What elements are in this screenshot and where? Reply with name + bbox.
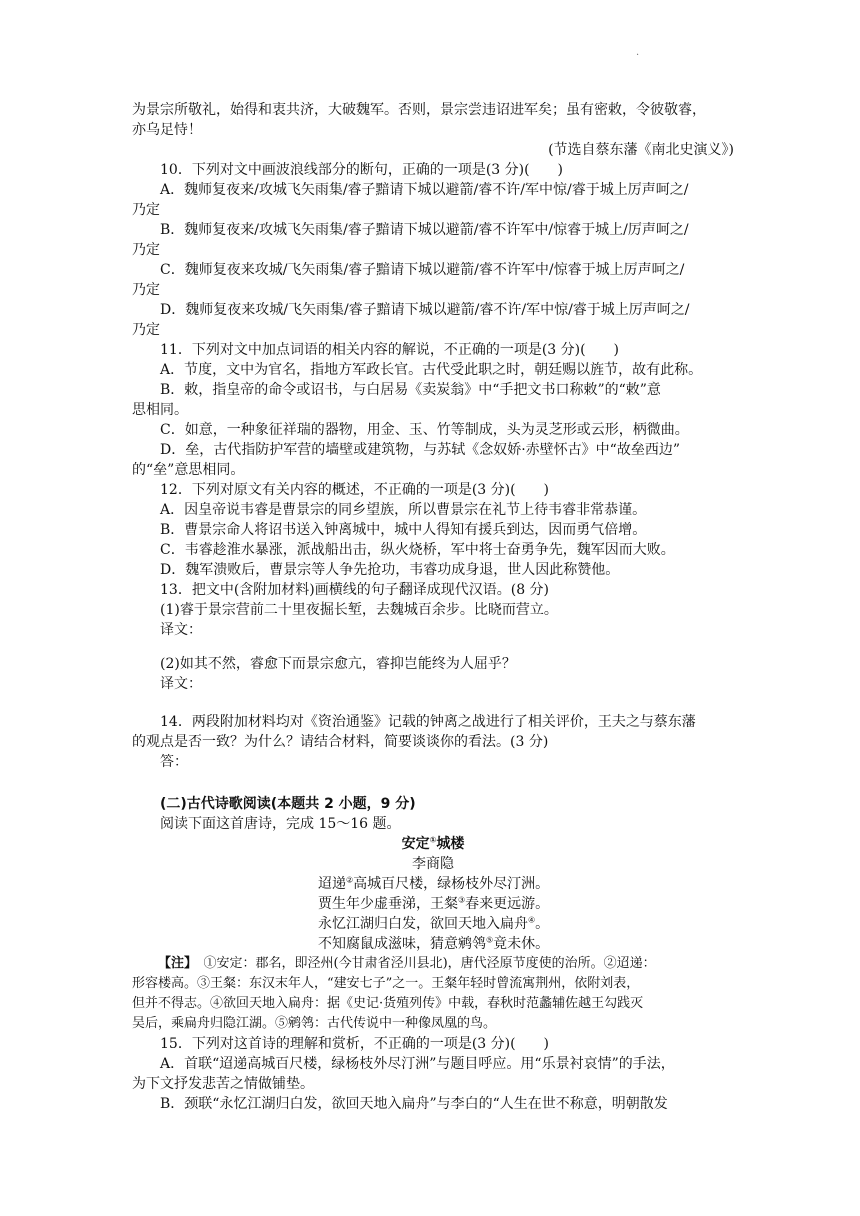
poem-notes-line: 形容楼高。③王粲：东汉末年人，“建安七子”之一。王粲年轻时曾流寓荆州，依附刘表， [132, 976, 640, 991]
translation-label-1: 译文： [160, 622, 202, 638]
question-15-option-b: B．颈联“永忆江湖归白发，欲回天地入扁舟”与李白的“人生在世不称意，明朝散发 [160, 1096, 668, 1112]
question-13-sentence-2: (2)如其不然，睿愈下而景宗愈亢，睿抑岂能终为人屈乎？ [160, 656, 516, 672]
question-11-option-c: C．如意，一种象征祥瑞的器物，用金、玉、竹等制成，头为灵芝形或云形，柄微曲。 [160, 422, 689, 438]
section-intro: 阅读下面这首唐诗，完成 15～16 题。 [160, 816, 401, 832]
footnote-mark: ③ [458, 895, 466, 905]
question-11-option-b-cont: 思相同。 [132, 402, 188, 418]
poem-title: 安定①城楼 [401, 835, 465, 852]
question-10-option-c-cont: 乃定 [132, 282, 160, 298]
notes-label: 【注】 [158, 956, 191, 971]
question-12-option-a: A．因皇帝说韦睿是曹景宗的同乡望族，所以曹景宗在礼节上待韦睿非常恭谨。 [160, 502, 647, 518]
question-15-stem: 15．下列对这首诗的理解和赏析，不正确的一项是(3 分)( ) [160, 1036, 550, 1052]
poem-line: 贾生年少虚垂涕，王粲③春来更远游。 [318, 895, 550, 912]
footnote-mark: ⑤ [486, 935, 494, 945]
question-14-stem-cont: 的观点是否一致？为什么？请结合材料，简要谈谈你的看法。(3 分) [132, 734, 549, 750]
question-12-option-c: C．韦睿趁淮水暴涨，派战船出击，纵火烧桥，军中将士奋勇争先，魏军因而大败。 [160, 542, 675, 558]
question-12-stem: 12．下列对原文有关内容的概述，不正确的一项是(3 分)( ) [160, 482, 550, 498]
question-12-option-d: D．魏军溃败后，曹景宗等人争先抢功，韦睿功成身退，世人因此称赞他。 [160, 562, 620, 578]
question-10-option-c: C．魏师复夜来攻城/飞矢雨集/睿子黯请下城以避箭/睿不许军中/惊睿于城上厉声呵之/ [160, 262, 685, 278]
question-10-option-a: A．魏师复夜来/攻城飞矢雨集/睿子黯请下城以避箭/睿不许/军中惊/睿于城上厉声呵之/ [160, 182, 689, 198]
question-11-option-d: D．垒，古代指防护军营的墙壁或建筑物，与苏轼《念奴娇·赤壁怀古》中“故垒西边” [160, 442, 680, 458]
poem-notes-line: 但并不得志。④欲回天地入扁舟：据《史记·货殖列传》中载，春秋时范蠡辅佐越王勾践灭 [132, 996, 644, 1011]
question-12-option-b: B．曹景宗命人将诏书送入钟离城中，城中人得知有援兵到达，因而勇气倍增。 [160, 522, 647, 538]
poem-notes: 【注】 ①安定：郡名，即泾州(今甘肃省泾川县北)，唐代泾原节度使的治所。②迢递： [158, 956, 656, 971]
question-10-option-a-cont: 乃定 [132, 202, 160, 218]
poem-notes-line: 吴后，乘扁舟归隐江湖。⑤鹓鸰：古代传说中一种像凤凰的鸟。 [132, 1016, 497, 1031]
passage-line: 为景宗所敬礼，始得和衷共济，大破魏军。否则，景宗尝违诏进军矣；虽有密敕，令彼敬睿， [132, 102, 706, 118]
question-11-option-a: A．节度，文中为官名，指地方军政长官。古代受此职之时，朝廷赐以旌节，故有此称。 [160, 362, 703, 378]
poem-line: 永忆江湖归白发，欲回天地入扁舟④。 [318, 915, 550, 932]
footnote-mark: ④ [528, 915, 536, 925]
page-dot: · [636, 50, 640, 61]
poem-author: 李商隐 [412, 856, 454, 872]
question-11-stem: 11．下列对文中加点词语的相关内容的解说，不正确的一项是(3 分)( ) [160, 342, 620, 358]
question-15-option-a-cont: 为下文抒发悲苦之情做铺垫。 [132, 1076, 314, 1092]
question-13-stem: 13．把文中(含附加材料)画横线的句子翻译成现代汉语。(8 分) [160, 582, 550, 598]
question-14-stem: 14．两段附加材料均对《资治通鉴》记载的钟离之战进行了相关评价，王夫之与蔡东藩 [160, 714, 696, 730]
footnote-mark: ① [429, 835, 437, 845]
poem-line: 迢递②高城百尺楼，绿杨枝外尽汀洲。 [318, 875, 550, 892]
question-15-option-a: A．首联“迢递高城百尺楼，绿杨枝外尽汀洲”与题目呼应。用“乐景衬哀情”的手法， [160, 1056, 675, 1072]
question-10-option-b: B．魏师复夜来/攻城飞矢雨集/睿子黯请下城以避箭/睿不许军中/惊睿于城上/厉声呵之/ [160, 222, 689, 238]
question-11-option-b: B．敕，指皇帝的命令或诏书，与白居易《卖炭翁》中“手把文书口称敕”的“敕”意 [160, 382, 661, 398]
question-10-option-d: D．魏师复夜来攻城/飞矢雨集/睿子黯请下城以避箭/睿不许/军中惊/睿于城上厉声呵之/ [160, 302, 690, 318]
question-10-option-b-cont: 乃定 [132, 242, 160, 258]
question-10-stem: 10．下列对文中画波浪线部分的断句，正确的一项是(3 分)( ) [160, 162, 564, 178]
document-body [132, 100, 734, 1114]
question-11-option-d-cont: 的“垒”意思相同。 [132, 462, 245, 478]
answer-label: 答： [160, 754, 188, 770]
poem-line: 不知腐鼠成滋味，猜意鹓鸰⑤竟未休。 [318, 935, 550, 952]
passage-line: 亦乌足恃！ [132, 122, 202, 138]
translation-label-2: 译文： [160, 676, 202, 692]
passage-source: (节选自蔡东藩《南北史演义》) [548, 142, 734, 158]
section-heading: (二)古代诗歌阅读(本题共 2 小题，9 分) [160, 796, 416, 812]
footnote-mark: ② [346, 875, 354, 885]
question-10-option-d-cont: 乃定 [132, 322, 160, 338]
question-13-sentence-1: (1)睿于景宗营前二十里夜掘长堑，去魏城百余步。比晓而营立。 [160, 602, 558, 618]
